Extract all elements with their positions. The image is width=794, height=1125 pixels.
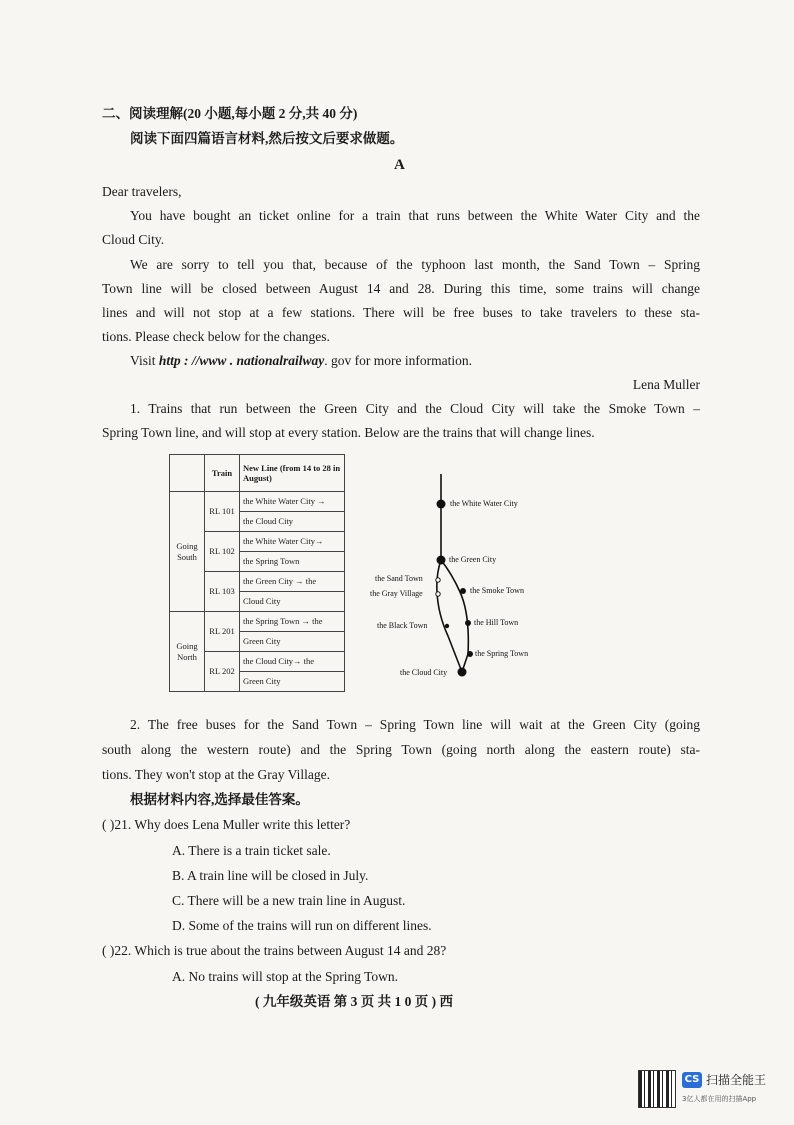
- train-rl103: RL 103: [205, 572, 240, 612]
- label-hill-town: the Hill Town: [474, 618, 519, 627]
- section-instruction: 阅读下面四篇语言材料,然后按文后要求做题。: [130, 131, 404, 146]
- letter-paragraph-1: Cloud City.: [102, 232, 165, 247]
- new-line-cell: Green City: [240, 672, 345, 692]
- visit-prefix: Visit: [130, 353, 159, 368]
- new-line-cell: the Cloud City: [240, 512, 345, 532]
- letter-paragraph-2: We are sorry to tell you that, because of the typhoon last month, the Sand Town – Spring: [130, 257, 700, 272]
- new-line-cell: the Spring Town → the: [240, 612, 345, 632]
- new-line-cell: the Green City → the: [240, 572, 345, 592]
- train-rl102: RL 102: [205, 532, 240, 572]
- page-footer: ( 九年级英语 第 3 页 共 1 0 页 ) 西: [255, 994, 453, 1009]
- camscanner-logo-icon: CS: [682, 1072, 702, 1088]
- station-spring-town: [467, 651, 473, 657]
- table-header-new-line: New Line (from 14 to 28 in August): [240, 455, 345, 492]
- label-green-city: the Green City: [449, 555, 497, 564]
- option-22-a[interactable]: A. No trains will stop at the Spring Town.: [172, 969, 399, 984]
- new-line-cell: the Spring Town: [240, 552, 345, 572]
- letter-paragraph-2: lines and will not stop at a few stations. There will be free buses to take travelers to these sta-: [102, 305, 700, 320]
- new-line-cell: Green City: [240, 632, 345, 652]
- new-line-cell: the White Water City→: [240, 532, 345, 552]
- option-21-a[interactable]: A. There is a train ticket sale.: [172, 843, 331, 858]
- label-cloud-city: the Cloud City: [400, 668, 448, 677]
- letter-paragraph-2: Town line will be closed between August 14 and 28. During this time, some trains will change: [102, 281, 700, 296]
- new-line-cell: the Cloud City→ the: [240, 652, 345, 672]
- label-black-town: the Black Town: [377, 621, 428, 630]
- option-21-c[interactable]: C. There will be a new train line in August.: [172, 893, 406, 908]
- going-south-label: Going South: [170, 492, 205, 612]
- scanner-app-tagline: 3亿人都在用的扫描App: [682, 1095, 757, 1103]
- train-rl202: RL 202: [205, 652, 240, 692]
- train-rl201: RL 201: [205, 612, 240, 652]
- qr-code-icon: [638, 1070, 676, 1108]
- question-22: ( )22. Which is true about the trains between August 14 and 28?: [102, 943, 447, 958]
- label-sand-town: the Sand Town: [375, 574, 423, 583]
- option-21-d[interactable]: D. Some of the trains will run on different lines.: [172, 918, 432, 933]
- table-header-blank: [170, 455, 205, 492]
- website-url[interactable]: http : //www . nationalrailway: [158, 353, 325, 368]
- label-white-water: the White Water City: [450, 499, 518, 508]
- section-heading: 二、阅读理解(20 小题,每小题 2 分,共 40 分): [102, 106, 358, 121]
- station-sand-town: [436, 578, 440, 582]
- scanner-app-name: 扫描全能王: [706, 1073, 767, 1087]
- station-gray-village: [436, 592, 440, 596]
- station-white-water: [437, 500, 446, 509]
- passage-letter: A: [394, 157, 405, 173]
- note-2: south along the western route) and the Spring Town (going north along the eastern route) sta-: [102, 742, 700, 757]
- questions-instruction: 根据材料内容,选择最佳答案。: [130, 792, 309, 807]
- visit-suffix: . gov for more information.: [324, 353, 472, 368]
- station-cloud-city: [458, 668, 467, 677]
- letter-greeting: Dear travelers,: [102, 184, 182, 199]
- note-1: 1. Trains that run between the Green City and the Cloud City will take the Smoke Town –: [130, 401, 700, 416]
- station-black-town: [445, 624, 449, 628]
- note-1: Spring Town line, and will stop at every station. Below are the trains that will change lines.: [102, 425, 595, 440]
- train-change-table: [169, 454, 345, 692]
- note-2: 2. The free buses for the Sand Town – Spring Town line will wait at the Green City (going: [130, 717, 700, 732]
- option-21-b[interactable]: B. A train line will be closed in July.: [172, 868, 369, 883]
- train-rl101: RL 101: [205, 492, 240, 532]
- station-hill-town: [465, 620, 471, 626]
- letter-paragraph-1: You have bought an ticket online for a train that runs between the White Water City and the: [130, 208, 700, 223]
- railway-map: [360, 474, 580, 694]
- label-spring-town: the Spring Town: [475, 649, 529, 658]
- label-gray-village: the Gray Village: [370, 589, 423, 598]
- station-smoke-town: [460, 588, 466, 594]
- letter-signature: Lena Muller: [632, 377, 700, 392]
- question-21: ( )21. Why does Lena Muller write this letter?: [102, 817, 351, 832]
- label-smoke-town: the Smoke Town: [470, 586, 524, 595]
- new-line-cell: the White Water City →: [240, 492, 345, 512]
- note-2: tions. They won't stop at the Gray Village.: [102, 767, 330, 782]
- station-green-city: [437, 556, 446, 565]
- table-header-train: Train: [205, 455, 240, 492]
- new-line-cell: Cloud City: [240, 592, 345, 612]
- visit-line: [130, 352, 472, 370]
- letter-paragraph-2: tions. Please check below for the changes.: [102, 329, 330, 344]
- going-north-label: Going North: [170, 612, 205, 692]
